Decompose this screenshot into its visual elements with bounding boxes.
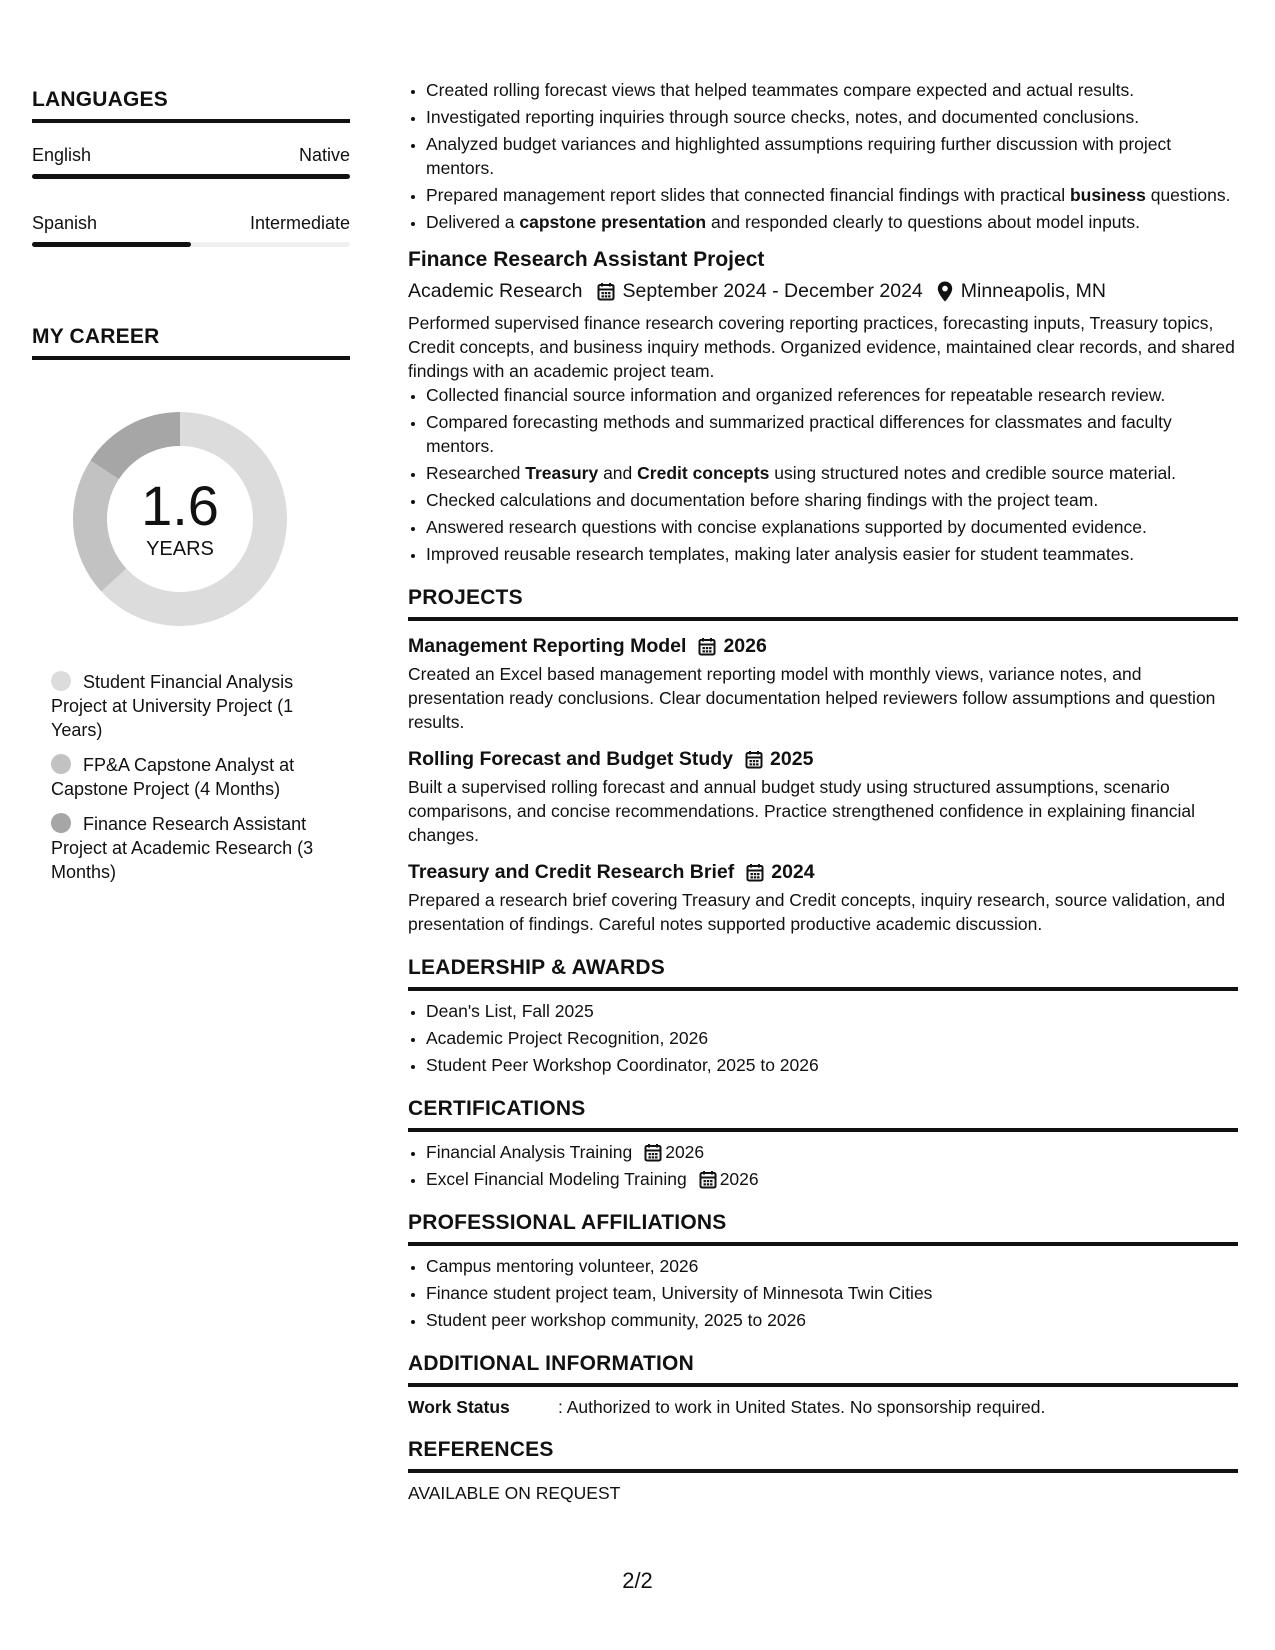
languages-heading: LANGUAGES [32,88,350,123]
page-number: 2/2 [622,1568,653,1593]
work-status-label: Work Status [408,1397,510,1417]
bullet-item: • Investigated reporting inquiries through source checks, notes, and documented conclusions. [426,105,1238,129]
job-bullets [408,383,1238,566]
project-year: 2025 [770,748,814,770]
language-level-fill [32,174,350,179]
work-status-row [408,1397,1238,1418]
legend-dot [51,671,71,691]
certification-name: • Excel Financial Modeling Training [426,1169,687,1189]
language-row [32,213,350,234]
calendar-icon [746,863,764,882]
career-years-unit: YEARS [146,537,214,560]
language-name: Spanish [32,213,98,233]
certification-item [426,1167,1238,1191]
previous-job-bullets [408,78,1238,234]
language-item [32,213,350,247]
certifications-heading: CERTIFICATIONS [408,1097,1238,1132]
bullet-item: • Compared forecasting methods and summarized practical differences for classmates and faculty mentors. [426,410,1238,458]
language-level-fill [32,242,191,247]
career-legend-item [51,753,341,801]
career-total-years: 1.6 [141,473,219,537]
languages-section [32,88,350,247]
affiliations-list [408,1254,1238,1332]
bullet-item: • Collected financial source information and organized references for repeatable research review. [426,383,1238,407]
list-item: • Campus mentoring volunteer, 2026 [426,1254,1238,1278]
bullet-item: • Checked calculations and documentation before sharing findings with the project team. [426,488,1238,512]
calendar-icon [597,282,615,301]
project-name: Management Reporting Model [408,635,687,657]
references-text: AVAILABLE ON REQUEST [408,1483,621,1503]
career-legend-item [51,812,341,884]
career-legend [51,670,341,884]
calendar-icon [698,637,716,656]
leadership-list [408,999,1238,1077]
job-company: Academic Research [408,280,583,302]
donut-center [65,404,295,634]
job-title: Finance Research Assistant Project [408,248,765,271]
project-description: Built a supervised rolling forecast and annual budget study using structured assumptions, scenario comparisons, and concise recommendations. Practice strengthened confidence in explaining financial changes. [408,777,1195,845]
additional-section [408,1352,1238,1418]
certifications-list [408,1140,1238,1191]
certification-row [426,1140,1238,1164]
project-year: 2024 [771,861,815,883]
project-year: 2026 [723,635,767,657]
location-pin-icon [937,281,953,302]
certification-item [426,1140,1238,1164]
bullet-item: • Created rolling forecast views that helped teammates compare expected and actual results. [426,78,1238,102]
career-legend-label: Student Financial Analysis Project at University Project (1 Years) [51,672,294,740]
career-legend-item [51,670,341,742]
career-legend-label: FP&A Capstone Analyst at Capstone Project (4 Months) [51,755,295,799]
calendar-icon [699,1170,717,1189]
project-description: Created an Excel based management reporting model with monthly views, variance notes, and presentation ready conclusions. Clear documentation helped reviewers follow assumptions and question results. [408,664,1216,732]
career-section [32,325,350,884]
language-level: Native [298,145,350,165]
job-entry [408,248,1238,566]
job-dates: September 2024 - December 2024 [622,280,923,302]
certification-year: 2026 [719,1169,759,1189]
language-level-bar [32,174,350,179]
project-item [408,748,1238,847]
project-title [408,635,1238,658]
language-level: Intermediate [249,213,350,233]
references-section [408,1438,1238,1504]
bullet-item: • Improved reusable research templates, making later analysis easier for student teammates. [426,542,1238,566]
additional-heading: ADDITIONAL INFORMATION [408,1352,1238,1387]
certification-row [426,1167,1238,1191]
leadership-section [408,956,1238,1077]
career-donut-chart [65,404,295,634]
bullet-item: • Prepared management report slides that connected financial findings with practical business questions. [426,183,1238,207]
affiliations-heading: PROFESSIONAL AFFILIATIONS [408,1211,1238,1246]
right-column [408,78,1238,1504]
project-item [408,635,1238,734]
bullet-item: • Answered research questions with concise explanations supported by documented evidence. [426,515,1238,539]
language-item [32,145,350,179]
project-description: Prepared a research brief covering Treasury and Credit concepts, inquiry research, source validation, and presentation of findings. Careful notes supported productive academic discussion. [408,890,1226,934]
legend-dot [51,813,71,833]
language-level-bar [32,242,350,247]
bullet-item: • Researched Treasury and Credit concepts using structured notes and credible source material. [426,461,1238,485]
list-item: • Student Peer Workshop Coordinator, 2025 to 2026 [426,1053,1238,1077]
projects-heading: PROJECTS [408,586,1238,621]
references-heading: REFERENCES [408,1438,1238,1473]
list-item: • Finance student project team, University of Minnesota Twin Cities [426,1281,1238,1305]
certifications-section [408,1097,1238,1191]
list-item: • Academic Project Recognition, 2026 [426,1026,1238,1050]
project-list [408,635,1238,936]
job-meta [408,280,1238,303]
bullet-item: • Analyzed budget variances and highlighted assumptions requiring further discussion with project mentors. [426,132,1238,180]
affiliations-section [408,1211,1238,1332]
job-summary: Performed supervised finance research covering reporting practices, forecasting inputs, Treasury topics, Credit concepts, and business inquiry methods. Organized evidence, maintained clear records, and shared findings with an academic project team. [408,313,1235,381]
leadership-heading: LEADERSHIP & AWARDS [408,956,1238,991]
projects-section [408,586,1238,936]
legend-dot [51,754,71,774]
language-name: English [32,145,92,165]
calendar-icon [644,1143,662,1162]
language-row [32,145,350,166]
career-legend-label: Finance Research Assistant Project at Academic Research (3 Months) [51,814,314,882]
certification-year: 2026 [665,1142,705,1162]
project-title [408,748,1238,771]
language-list [32,145,350,247]
list-item: • Student peer workshop community, 2025 to 2026 [426,1308,1238,1332]
certification-name: • Financial Analysis Training [426,1142,633,1162]
career-heading: MY CAREER [32,325,350,360]
work-status-value: : Authorized to work in United States. No sponsorship required. [558,1397,1046,1417]
list-item: • Dean's List, Fall 2025 [426,999,1238,1023]
job-location: Minneapolis, MN [960,280,1106,302]
left-column [32,88,350,895]
bullet-item: • Delivered a capstone presentation and responded clearly to questions about model inputs. [426,210,1238,234]
calendar-icon [745,750,763,769]
project-title [408,861,1238,884]
project-item [408,861,1238,936]
project-name: Rolling Forecast and Budget Study [408,748,734,770]
project-name: Treasury and Credit Research Brief [408,861,735,883]
